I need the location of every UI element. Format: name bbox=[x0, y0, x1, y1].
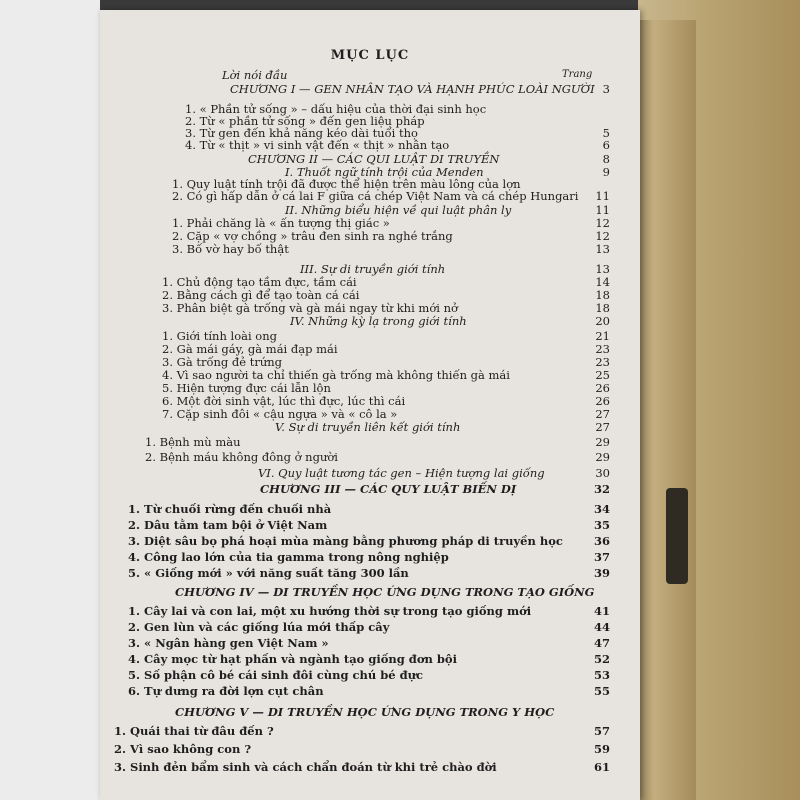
toc-item bbox=[100, 138, 640, 152]
toc-item-text: 3. Sinh đẻn bẩm sinh và cách chẩn đoán từ khi trẻ chào đời bbox=[114, 760, 497, 774]
toc-item-text: 3. Phân biệt gà trống và gà mái ngay từ khi mới nở bbox=[162, 301, 458, 315]
toc-item-text: CHƯƠNG IV — DI TRUYỀN HỌC ỨNG DỤNG TRONG TẠO GIỐNG bbox=[175, 585, 595, 599]
toc-page-number: 47 bbox=[593, 636, 610, 650]
toc-item-text: 4. Công lao lớn của tia gamma trong nông nghiệp bbox=[128, 550, 449, 564]
toc-item-text: CHƯƠNG I — GEN NHÂN TẠO VÀ HẠNH PHÚC LOÀI NGƯỜI bbox=[230, 82, 595, 96]
toc-item bbox=[100, 242, 640, 256]
toc-item bbox=[100, 668, 640, 682]
toc-item bbox=[100, 435, 640, 449]
toc-item-text: IV. Những kỳ lạ trong giới tính bbox=[290, 314, 467, 328]
toc-item bbox=[100, 604, 640, 618]
toc-item bbox=[100, 329, 640, 343]
toc-item bbox=[100, 518, 640, 532]
toc-item-text: 1. Quy luật tính trội đã được thể hiện trên màu lông của lợn bbox=[172, 177, 521, 191]
toc-page-number: 14 bbox=[595, 275, 610, 289]
book-spine bbox=[636, 20, 696, 800]
toc-page-number: 9 bbox=[602, 165, 610, 179]
toc-page-number: 23 bbox=[595, 355, 610, 369]
toc-item-text: 1. Quái thai từ đâu đến ? bbox=[114, 724, 274, 738]
toc-item bbox=[100, 636, 640, 650]
toc-item-text: 1. Phải chăng là « ấn tượng thị giác » bbox=[172, 216, 390, 230]
toc-item bbox=[100, 724, 640, 738]
section-heading bbox=[100, 203, 640, 217]
toc-page bbox=[100, 10, 640, 800]
toc-item-text: 5. Hiện tượng đực cái lẫn lộn bbox=[162, 381, 331, 395]
toc-page-number: 35 bbox=[593, 518, 610, 532]
chapter-heading bbox=[100, 152, 640, 166]
toc-page-number: 23 bbox=[595, 342, 610, 356]
toc-item-text: 1. « Phần tử sống » – dấu hiệu của thời đại sinh học bbox=[185, 102, 487, 116]
toc-page-number: 11 bbox=[595, 203, 610, 217]
intro-row bbox=[100, 68, 640, 82]
toc-item-text: V. Sự di truyền liên kết giới tính bbox=[275, 420, 461, 434]
toc-item bbox=[100, 229, 640, 243]
toc-item bbox=[100, 534, 640, 548]
toc-item-text: 2. Bằng cách gì để tạo toàn cá cái bbox=[162, 288, 360, 302]
toc-item-text: 1. Cây lai và con lai, một xu hướng thời sự trong tạo giống mới bbox=[128, 604, 532, 618]
toc-page-number: 29 bbox=[595, 450, 610, 464]
toc-item bbox=[100, 566, 640, 580]
toc-page-number: 57 bbox=[593, 724, 610, 738]
toc-page-number: 30 bbox=[595, 466, 610, 480]
toc-item-text: 1. Giới tính loài ong bbox=[162, 329, 277, 343]
toc-item bbox=[100, 550, 640, 564]
toc-item-text: 4. Vì sao người ta chỉ thiến gà trống mà không thiến gà mái bbox=[162, 368, 510, 382]
toc-item-text: 6. Một đời sinh vật, lúc thì đực, lúc thì cái bbox=[162, 394, 406, 408]
toc-item bbox=[100, 368, 640, 382]
toc-item-text: 4. Từ « thịt » vi sinh vật đến « thịt » nhân tạo bbox=[185, 138, 450, 152]
toc-item bbox=[100, 275, 640, 289]
toc-item-text: 1. Bệnh mù màu bbox=[145, 435, 241, 449]
toc-item-text: 2. Gen lùn và các giống lúa mới thấp cây bbox=[128, 620, 390, 634]
toc-item bbox=[100, 342, 640, 356]
toc-item-text: 2. Vì sao không con ? bbox=[114, 742, 252, 756]
toc-page-number: 13 bbox=[595, 262, 610, 276]
toc-item-text: 3. Từ gen đến khả năng kéo dài tuổi thọ bbox=[185, 126, 418, 140]
toc-item-text: 5. Số phận cô bé cái sinh đôi cùng chú bé đực bbox=[128, 668, 423, 682]
toc-page-number: 53 bbox=[593, 668, 610, 682]
toc-page-number: 41 bbox=[593, 604, 610, 618]
toc-item bbox=[100, 394, 640, 408]
toc-page-number: 13 bbox=[595, 242, 610, 256]
chapter-heading bbox=[100, 82, 640, 96]
toc-page-number: 61 bbox=[593, 760, 610, 774]
toc-item-text: 3. Bố vờ hay bố thật bbox=[172, 242, 289, 256]
toc-page-number: 37 bbox=[593, 550, 610, 564]
toc-item-text: 2. Bệnh máu không đông ở người bbox=[145, 450, 338, 464]
toc-item-text: 2. Từ « phần tử sống » đến gen liệu pháp bbox=[185, 114, 425, 128]
chapter-heading bbox=[100, 585, 640, 599]
toc-item bbox=[100, 407, 640, 421]
toc-item bbox=[100, 189, 640, 203]
toc-item bbox=[100, 620, 640, 634]
toc-item bbox=[100, 288, 640, 302]
toc-item-text: 1. Từ chuối rừng đến chuối nhà bbox=[128, 502, 332, 516]
toc-page-number: 20 bbox=[595, 314, 610, 328]
chapter-heading bbox=[100, 705, 640, 719]
section-heading bbox=[100, 420, 640, 434]
toc-item bbox=[100, 502, 640, 516]
toc-page-number: 27 bbox=[595, 420, 610, 434]
toc-item-text: CHƯƠNG II — CÁC QUI LUẬT DI TRUYỀN bbox=[248, 152, 500, 166]
toc-page-number: 59 bbox=[593, 742, 610, 756]
intro-label: Lời nói đầu bbox=[222, 68, 288, 82]
toc-page-number: 44 bbox=[593, 620, 610, 634]
toc-item bbox=[100, 652, 640, 666]
section-heading bbox=[100, 314, 640, 328]
toc-page-number: 26 bbox=[595, 381, 610, 395]
toc-page-number: 12 bbox=[595, 216, 610, 230]
toc-item bbox=[100, 381, 640, 395]
toc-page-number: 5 bbox=[602, 126, 610, 140]
toc-page-number: 39 bbox=[593, 566, 610, 580]
toc-page-number: 36 bbox=[593, 534, 610, 548]
section-heading bbox=[100, 262, 640, 276]
toc-page-number: 18 bbox=[595, 301, 610, 315]
toc-item bbox=[100, 216, 640, 230]
chapter-heading bbox=[100, 482, 640, 496]
toc-item-text: VI. Quy luật tương tác gen – Hiện tượng lai giống bbox=[258, 466, 545, 480]
toc-item-text: 3. Gà trống đẻ trứng bbox=[162, 355, 283, 369]
toc-page-number: 55 bbox=[593, 684, 610, 698]
toc-item-text: 5. « Giống mới » với năng suất tăng 300 lần bbox=[128, 566, 409, 580]
binding-clip bbox=[666, 488, 688, 584]
toc-page-number: 25 bbox=[595, 368, 610, 382]
toc-item-text: 3. Diệt sâu bọ phá hoại mùa màng bằng phương pháp di truyền học bbox=[128, 534, 563, 548]
toc-item bbox=[100, 684, 640, 698]
toc-item-text: 2. Gà mái gáy, gà mái đạp mái bbox=[162, 342, 338, 356]
toc-item-text: I. Thuốt ngữ tính trội của Menden bbox=[285, 165, 484, 179]
toc-page-number: 8 bbox=[602, 152, 610, 166]
toc-item-text: III. Sự di truyền giới tính bbox=[300, 262, 446, 276]
toc-item-text: 6. Tự dưng ra đời lợn cụt chân bbox=[128, 684, 324, 698]
toc-item-text: 2. Có gì hấp dẫn ở cá lai F giữa cá chép Việt Nam và cá chép Hungari bbox=[172, 189, 579, 203]
toc-page-number: 12 bbox=[595, 229, 610, 243]
toc-item bbox=[100, 355, 640, 369]
toc-page-number: 18 bbox=[595, 288, 610, 302]
toc-item-text: 2. Dâu tằm tam bội ở Việt Nam bbox=[128, 518, 328, 532]
toc-item-text: II. Những biểu hiện về qui luật phân ly bbox=[285, 203, 512, 217]
toc-page-number: 3 bbox=[602, 82, 610, 96]
toc-page-number: 52 bbox=[593, 652, 610, 666]
toc-item bbox=[100, 301, 640, 315]
toc-item-text: 4. Cây mọc từ hạt phấn và ngành tạo giống đơn bội bbox=[128, 652, 457, 666]
toc-item-text: 2. Cặp « vợ chồng » trâu đen sinh ra nghé trắng bbox=[172, 229, 453, 243]
toc-page-number: 27 bbox=[595, 407, 610, 421]
toc-item bbox=[100, 760, 640, 774]
page-title: MỤC LỤC bbox=[330, 48, 410, 63]
toc-page-number: 26 bbox=[595, 394, 610, 408]
section-heading bbox=[100, 466, 640, 480]
toc-item-text: 1. Chủ động tạo tầm đực, tầm cái bbox=[162, 275, 357, 289]
toc-item bbox=[100, 450, 640, 464]
toc-page-number: 29 bbox=[595, 435, 610, 449]
toc-item-text: CHƯƠNG III — CÁC QUY LUẬT BIẾN DỊ bbox=[260, 482, 517, 496]
toc-item-text: 3. « Ngân hàng gen Việt Nam » bbox=[128, 636, 329, 650]
toc-page-number: 34 bbox=[593, 502, 610, 516]
toc-page-number: 32 bbox=[593, 482, 610, 496]
toc-item bbox=[100, 742, 640, 756]
toc-item-text: 7. Cặp sinh đôi « cậu ngựa » và « cô la » bbox=[162, 407, 398, 421]
page-column-header: Trang bbox=[562, 69, 593, 80]
background-left bbox=[0, 0, 100, 800]
toc-page-number: 11 bbox=[595, 189, 610, 203]
toc-item-text: CHƯƠNG V — DI TRUYỀN HỌC ỨNG DỤNG TRONG Y HỌC bbox=[175, 705, 555, 719]
toc-page-number: 6 bbox=[602, 138, 610, 152]
toc-page-number: 21 bbox=[595, 329, 610, 343]
